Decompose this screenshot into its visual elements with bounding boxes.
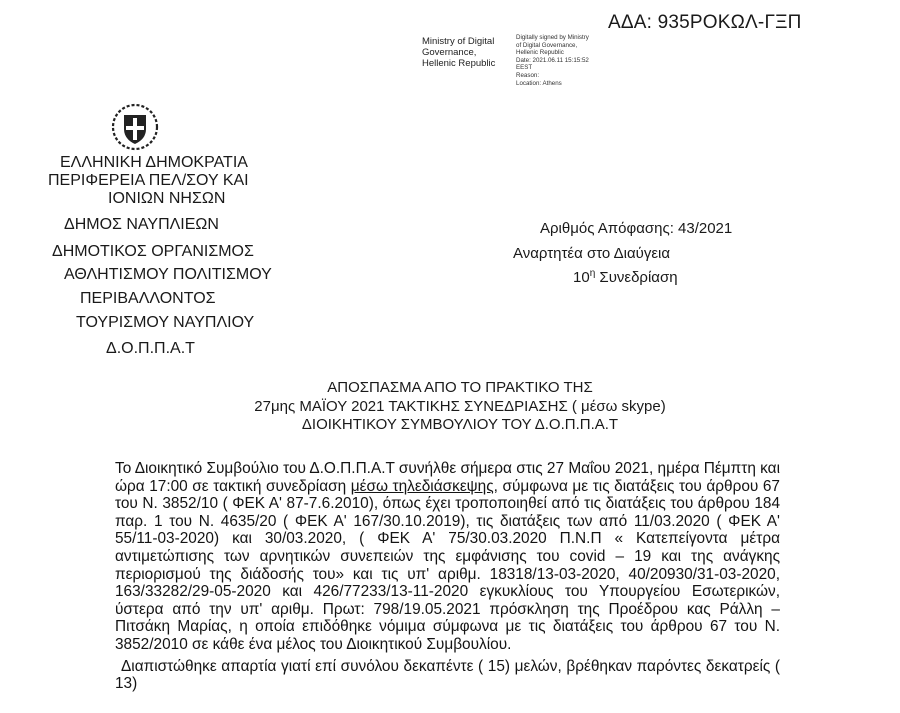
document-body xyxy=(115,460,780,693)
session-ordinal: η xyxy=(589,268,596,279)
signature-detail-line: Reason: xyxy=(516,71,540,79)
greek-coat-of-arms-icon xyxy=(111,103,159,151)
signature-detail-line: of Digital Governance, xyxy=(516,41,578,49)
body-text-segment: σύμφωνα με τις διατάξεις του άρθρου 67 του Ν. 3852/10 ( ΦΕΚ Α' 87-7.6.2010), όπως έχει τροποποιηθεί από τις διατάξεις του άρθρου 184 παρ. 1 του Ν. 4635/20 ( ΦΕΚ Α' 167/30.10.2019), τις διατάξεις των από 11/03.2020 ( ΦΕΚ Α' 55/11-03-2020) και 30/03.2020, ( ΦΕΚ Α' 75/30.03.2020 Π.Ν.Π « Κατεπείγοντα μέτρα αντιμετώπισης των αρνητικών συνεπειών της εμφάνισης του covid – 19 και της ανάγκης περιορισμού της διάδοσής του» και τις υπ' αριθμ. 18318/13-03-2020, 40/20930/31-03-2020, 163/33282/29-05-2020 και 426/77233/13-11-2020 εγκυκλίους του Υπουργείου Εσωτερικών, ύστερα από την υπ' αριθμ. Πρωτ: 798/19.05.2021 πρόσκληση της Προέδρου κας Ράλλη – Πιτσάκη Μαρίας, η οποία επιδόθηκε νόμιμα σύμφωνα με τις διατάξεις του άρθρου 67 του Ν. 3852/2010 σε κάθε ένα μέλος του Διοικητικού Συμβουλίου. xyxy=(115,477,780,653)
body-text-segment: Το Διοικητικό Συμβούλιο του Δ.Ο.Π.Π.Α.Τ συνήλθε σήμερα στις 27 Μαΐου 2021, ημέρα Πέμπτη και ώρα 17:00 σε τακτική συνεδρίαση xyxy=(115,460,780,495)
posting-note: Αναρτητέα στο Διαύγεια xyxy=(513,245,671,262)
header-line: ΔΗΜΟΣ ΝΑΥΠΛΙΕΩΝ xyxy=(64,216,219,233)
signature-signer: Ministry of Digital Governance, Hellenic Republic xyxy=(422,36,496,69)
signature-detail-line: Location: Athens xyxy=(516,79,562,87)
body-paragraph xyxy=(115,460,780,654)
signature-detail-line: EEST xyxy=(516,64,533,72)
title-line: ΔΙΟΙΚΗΤΙΚΟΥ ΣΥΜΒΟΥΛΙΟΥ ΤΟΥ Δ.Ο.Π.Π.Α.Τ xyxy=(301,416,619,433)
header-line: ΙΟΝΙΩΝ ΝΗΣΩΝ xyxy=(108,190,226,207)
header-line: ΔΗΜΟΤΙΚΟΣ ΟΡΓΑΝΙΣΜΟΣ xyxy=(52,243,254,260)
header-line: ΠΕΡΙΒΑΛΛΟΝΤΟΣ xyxy=(80,290,216,307)
header-line: ΕΛΛΗΝΙΚΗ ΔΗΜΟΚΡΑΤΙΑ xyxy=(60,154,248,171)
body-underlined-segment: μέσω τηλεδιάσκεψης, xyxy=(350,477,498,495)
ada-number: ΑΔΑ: 935ΡΟΚΩΛ-ΓΞΠ xyxy=(608,12,802,33)
body-paragraph: Διαπιστώθηκε απαρτία γιατί επί συνόλου δεκαπέντε ( 15) μελών, βρέθηκαν παρόντες δεκατρείς ( 13) xyxy=(115,657,780,693)
header-line: Δ.Ο.Π.Π.Α.Τ xyxy=(106,340,195,357)
header-line: ΑΘΛΗΤΙΣΜΟΥ ΠΟΛΙΤΙΣΜΟΥ xyxy=(64,266,272,283)
header-line: ΤΟΥΡΙΣΜΟΥ ΝΑΥΠΛΙΟΥ xyxy=(76,314,255,331)
title-line: ΑΠΟΣΠΑΣΜΑ ΑΠΟ ΤΟ ΠΡΑΚΤΙΚΟ ΤΗΣ xyxy=(327,379,593,396)
header-line: ΠΕΡΙΦΕΡΕΙΑ ΠΕΛ/ΣΟΥ ΚΑΙ xyxy=(48,172,249,189)
session-word: Συνεδρίαση xyxy=(595,269,678,286)
signature-detail-line: Date: 2021.06.11 15:15:52 xyxy=(516,56,589,64)
title-line: 27μης ΜΑΪΟΥ 2021 ΤΑΚΤΙΚΗΣ ΣΥΝΕΔΡΙΑΣΗΣ ( μέσω skype) xyxy=(254,398,666,415)
session-label xyxy=(573,268,678,286)
decision-number: Αριθμός Απόφασης: 43/2021 xyxy=(540,220,733,237)
signature-detail-line: Digitally signed by Ministry xyxy=(516,34,589,41)
signature-detail-line: Hellenic Republic xyxy=(516,49,564,57)
session-number: 10 xyxy=(573,269,590,286)
signature-details xyxy=(516,34,636,87)
